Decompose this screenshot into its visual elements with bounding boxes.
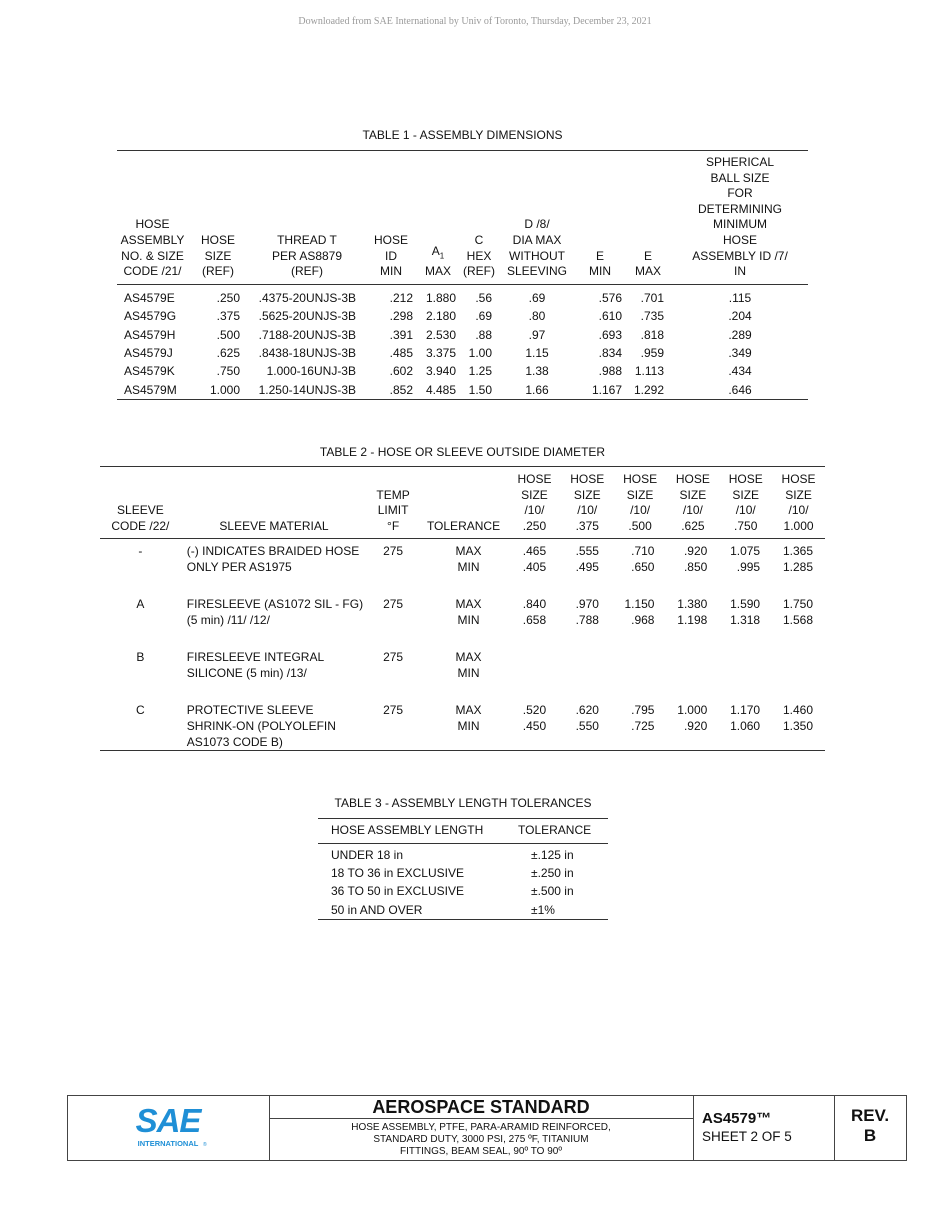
- t1-cell: .56: [475, 290, 492, 305]
- hose-size-value-cell: .450: [522, 719, 547, 734]
- t1-cell: AS4579E: [124, 290, 175, 305]
- hose-size-value-cell: 1.170: [730, 703, 761, 718]
- hose-size-value-cell: 1.318: [730, 613, 761, 628]
- t1-cell: 1.50: [468, 382, 492, 397]
- hose-size-value-cell: .968: [631, 613, 655, 628]
- table-row: [100, 596, 825, 612]
- sheet-number: SHEET 2 OF 5: [702, 1129, 792, 1144]
- hose-size-value-cell: .550: [575, 719, 599, 734]
- hose-size-value-cell: [719, 665, 772, 681]
- table-row: [100, 559, 825, 575]
- t3-header-length: HOSE ASSEMBLY LENGTH: [318, 819, 504, 844]
- t1-cell: .5625-20UNJS-3B: [258, 309, 356, 324]
- t1-cell: 1.167: [591, 382, 622, 397]
- hose-size-value-cell: .555: [575, 544, 599, 559]
- hose-size-value-cell: 1.198: [677, 613, 708, 628]
- hose-size-value-cell: 1.000: [677, 703, 708, 718]
- hose-size-value-cell: .465: [522, 544, 547, 559]
- t1-header-thread: THREAD T PER AS8879 (REF): [248, 151, 366, 285]
- hose-size-value-cell: [561, 665, 614, 681]
- hose-size-value-cell: .725: [631, 719, 655, 734]
- table3-caption: TABLE 3 - ASSEMBLY LENGTH TOLERANCES: [334, 796, 592, 810]
- t1-cell: 1.292: [633, 382, 664, 397]
- table-row: [100, 539, 825, 560]
- t1-cell: 1.113: [634, 364, 664, 379]
- t1-cell: AS4579G: [124, 309, 177, 324]
- hose-size-value-cell: .710: [631, 544, 655, 559]
- group-spacer: [100, 628, 825, 649]
- t1-cell: .375: [216, 309, 240, 324]
- table1-caption: TABLE 1 - ASSEMBLY DIMENSIONS: [362, 128, 563, 142]
- t1-cell: .250: [216, 290, 240, 305]
- t1-cell: 1.66: [525, 382, 549, 397]
- hose-size-value-cell: .620: [575, 703, 599, 718]
- table-row: [117, 362, 808, 380]
- t1-cell: .959: [640, 345, 664, 360]
- hose-size-value-cell: [614, 649, 667, 665]
- t1-cell: .97: [528, 327, 546, 342]
- t1-cell: .349: [728, 345, 752, 360]
- hose-size-value-cell: .788: [575, 613, 599, 628]
- logo-cell: [68, 1096, 270, 1160]
- t1-header-e-min: E MIN: [576, 151, 624, 285]
- t1-cell: .298: [389, 309, 413, 324]
- t2-header-hose-size-1000: HOSE SIZE /10/ 1.000: [772, 467, 825, 539]
- sae-logo-subtext: INTERNATIONAL: [137, 1139, 199, 1148]
- t1-cell: .7188-20UNJS-3B: [258, 327, 356, 342]
- table-row: [100, 665, 825, 681]
- hose-size-value-cell: [561, 734, 614, 751]
- t1-cell: AS4579J: [124, 345, 173, 360]
- temp-limit-cell: 275: [383, 703, 404, 718]
- hose-size-value-cell: .970: [575, 597, 599, 612]
- t1-cell: .289: [728, 327, 752, 342]
- t1-cell: 3.940: [425, 364, 456, 379]
- sleeve-material-cell: PROTECTIVE SLEEVE: [186, 703, 314, 718]
- t1-cell: 1.25: [468, 364, 492, 379]
- sleeve-code-cell: C: [136, 703, 145, 718]
- hose-size-value-cell: .405: [522, 560, 547, 575]
- hose-size-value-cell: .795: [631, 703, 655, 718]
- t3-header-tolerance: TOLERANCE: [504, 819, 608, 844]
- length-cell: UNDER 18 in: [331, 847, 404, 862]
- table-row: [318, 864, 608, 882]
- hose-size-value-cell: .920: [683, 719, 708, 734]
- table-row: [117, 307, 808, 325]
- t1-header-hose-size: HOSE SIZE (REF): [188, 151, 248, 285]
- hose-size-value-cell: 1.365: [782, 544, 813, 559]
- hose-size-value-cell: [772, 734, 825, 751]
- sleeve-material-cell: AS1073 CODE B): [186, 735, 283, 750]
- sleeve-code-cell: B: [136, 650, 145, 665]
- hose-size-value-cell: [719, 649, 772, 665]
- temp-limit-cell: [367, 665, 419, 681]
- tolerance-cell: MIN: [457, 560, 480, 575]
- t1-cell: 2.530: [425, 327, 456, 342]
- hose-size-value-cell: [772, 665, 825, 681]
- table-row: [100, 718, 825, 734]
- standard-description: HOSE ASSEMBLY, PTFE, PARA-ARAMID REINFORCED, STANDARD DUTY, 3000 PSI, 275 ºF, TITANIUM FITTINGS, BEAM SEAL, 90º TO 90º: [351, 1122, 611, 1157]
- hose-size-value-cell: 1.285: [782, 560, 813, 575]
- t1-cell: .988: [598, 364, 622, 379]
- temp-limit-cell: [367, 718, 419, 734]
- t1-cell: .69: [475, 309, 492, 324]
- hose-size-value-cell: [719, 734, 772, 751]
- t1-cell: 1.00: [468, 345, 492, 360]
- hose-size-value-cell: 1.568: [782, 613, 813, 628]
- sleeve-material-cell: FIRESLEEVE (AS1072 SIL - FG): [186, 597, 364, 612]
- hose-size-value-cell: 1.060: [730, 719, 761, 734]
- table-row: [318, 901, 608, 920]
- table-row: [100, 612, 825, 628]
- t1-cell: AS4579K: [124, 364, 175, 379]
- t1-header-c-hex: C HEX (REF): [460, 151, 498, 285]
- t1-cell: .750: [216, 364, 240, 379]
- t1-cell: 1.000: [209, 382, 240, 397]
- sleeve-material-cell: (5 min) /11/ /12/: [186, 613, 270, 628]
- t1-cell: .69: [528, 290, 546, 305]
- t1-cell: .4375-20UNJS-3B: [258, 290, 356, 305]
- t1-cell: AS4579H: [124, 327, 176, 342]
- hose-size-value-cell: .840: [522, 597, 547, 612]
- t1-cell: AS4579M: [124, 382, 177, 397]
- hose-size-value-cell: .920: [683, 544, 708, 559]
- t1-cell: 1.250-14UNJS-3B: [258, 382, 356, 397]
- sae-logo-mark: SAE: [135, 1102, 201, 1139]
- tolerance-cell: ±.250 in: [531, 866, 574, 880]
- t1-cell: .576: [598, 290, 622, 305]
- table-row: [117, 284, 808, 307]
- t1-cell: .602: [389, 364, 413, 379]
- document-number-cell: [693, 1096, 835, 1160]
- t2-header-hose-size-750: HOSE SIZE /10/ .750: [719, 467, 772, 539]
- t1-cell: 1.38: [525, 364, 549, 379]
- t1-cell: .834: [598, 345, 622, 360]
- t1-cell: 1.15: [525, 345, 549, 360]
- t1-header-hose-id: HOSE ID MIN: [366, 151, 416, 285]
- title-block: [67, 1095, 907, 1161]
- table-row: [117, 381, 808, 400]
- download-watermark: Downloaded from SAE International by Univ of Toronto, Thursday, December 23, 2021: [298, 16, 652, 27]
- sae-international-logo: [68, 1096, 269, 1160]
- tolerance-cell: [419, 734, 508, 751]
- revision-value: B: [863, 1126, 877, 1145]
- t1-cell: .88: [475, 327, 492, 342]
- hose-size-value-cell: .995: [736, 560, 761, 575]
- registered-mark: ®: [203, 1142, 207, 1148]
- tolerance-cell: ±.125 in: [531, 847, 574, 862]
- temp-limit-cell: 275: [383, 597, 404, 612]
- sleeve-outside-diameter-table: [100, 466, 825, 751]
- hose-size-value-cell: 1.150: [624, 597, 655, 612]
- hose-size-value-cell: 1.590: [730, 597, 761, 612]
- t1-cell: .204: [728, 309, 752, 324]
- tolerance-cell: ±1%: [531, 902, 555, 917]
- t1-cell: .500: [216, 327, 240, 342]
- sleeve-code-cell: A: [136, 597, 145, 612]
- t1-header-spherical-ball: SPHERICAL BALL SIZE FOR DETERMINING MINIMUM HOSE ASSEMBLY ID /7/ IN: [672, 151, 808, 285]
- hose-size-value-cell: .650: [631, 560, 655, 575]
- hose-size-value-cell: .850: [683, 560, 708, 575]
- sleeve-material-cell: SILICONE (5 min) /13/: [186, 666, 307, 681]
- spacer-cell: [100, 628, 825, 649]
- standard-cell: [269, 1096, 694, 1160]
- temp-limit-cell: [367, 559, 419, 575]
- t1-cell: 2.180: [425, 309, 456, 324]
- tolerance-cell: MAX: [455, 597, 482, 612]
- sleeve-code-cell: [100, 559, 181, 575]
- hose-size-value-cell: .520: [522, 703, 547, 718]
- hose-size-value-cell: [508, 649, 561, 665]
- tolerance-cell: MIN: [457, 719, 480, 734]
- length-cell: 50 in AND OVER: [331, 902, 423, 917]
- table-row: [100, 649, 825, 665]
- t1-cell: .693: [598, 327, 622, 342]
- hose-size-value-cell: [666, 665, 719, 681]
- hose-size-value-cell: 1.380: [677, 597, 708, 612]
- hose-size-value-cell: 1.350: [782, 719, 813, 734]
- t1-cell: .485: [389, 345, 413, 360]
- hose-size-value-cell: 1.750: [782, 597, 813, 612]
- table-row: [100, 702, 825, 718]
- sleeve-code-cell: -: [138, 544, 143, 559]
- tolerance-cell: MIN: [457, 666, 480, 681]
- t1-cell: .434: [728, 364, 752, 379]
- table2-caption: TABLE 2 - HOSE OR SLEEVE OUTSIDE DIAMETER: [319, 445, 606, 459]
- t1-cell: 4.485: [425, 382, 456, 397]
- tolerance-cell: ±.500 in: [531, 884, 574, 899]
- t1-header-e-max: E MAX: [624, 151, 672, 285]
- tolerance-cell: MAX: [455, 703, 482, 718]
- t1-cell: .212: [389, 290, 413, 305]
- t2-header-sleeve-material: SLEEVE MATERIAL: [181, 467, 367, 539]
- t1-cell: 1.000-16UNJ-3B: [266, 364, 356, 379]
- table-row: [117, 326, 808, 344]
- sleeve-code-cell: [100, 665, 181, 681]
- t1-cell: 3.375: [425, 345, 456, 360]
- assembly-length-tolerances-table: [318, 818, 608, 920]
- group-spacer: [100, 575, 825, 596]
- standard-title: AEROSPACE STANDARD: [269, 1096, 693, 1119]
- assembly-dimensions-table: [117, 150, 808, 400]
- tolerance-cell: MIN: [457, 613, 480, 628]
- t2-header-hose-size-625: HOSE SIZE /10/ .625: [666, 467, 719, 539]
- t1-cell: .610: [598, 309, 622, 324]
- t1-header-a1-max: $A_1$ MAX: [416, 151, 460, 285]
- t2-header-hose-size-375: HOSE SIZE /10/ .375: [561, 467, 614, 539]
- tolerance-cell: MAX: [455, 544, 482, 559]
- t1-cell: 1.880: [425, 290, 456, 305]
- sleeve-material-cell: SHRINK-ON (POLYOLEFIN: [186, 719, 336, 734]
- group-spacer: [100, 681, 825, 702]
- sleeve-code-cell: [100, 734, 181, 751]
- hose-size-value-cell: .658: [522, 613, 547, 628]
- t1-header-d-dia: D /8/ DIA MAX WITHOUT SLEEVING: [498, 151, 576, 285]
- t1-cell: .701: [640, 290, 664, 305]
- temp-limit-cell: 275: [383, 650, 404, 665]
- revision-cell: [834, 1096, 906, 1160]
- t1-cell: .115: [728, 290, 752, 305]
- hose-size-value-cell: [561, 649, 614, 665]
- hose-size-value-cell: 1.075: [730, 544, 761, 559]
- t1-cell: .852: [389, 382, 413, 397]
- table-row: [318, 843, 608, 864]
- t1-header-assembly-no: HOSE ASSEMBLY NO. & SIZE CODE /21/: [117, 151, 188, 285]
- sleeve-code-cell: [100, 612, 181, 628]
- sleeve-material-cell: FIRESLEEVE INTEGRAL: [186, 650, 325, 665]
- hose-size-value-cell: [508, 665, 561, 681]
- t2-header-tolerance: TOLERANCE: [419, 467, 508, 539]
- revision-label: REV.: [850, 1106, 890, 1125]
- sleeve-material-cell: ONLY PER AS1975: [186, 560, 292, 575]
- hose-size-value-cell: .495: [575, 560, 599, 575]
- t1-cell: .8438-18UNJS-3B: [258, 345, 356, 360]
- table-row: [318, 882, 608, 900]
- t2-header-sleeve-code: SLEEVE CODE /22/: [100, 467, 181, 539]
- t1-cell: .391: [389, 327, 413, 342]
- hose-size-value-cell: [772, 649, 825, 665]
- tolerance-cell: MAX: [455, 650, 482, 665]
- table-row: [117, 344, 808, 362]
- hose-size-value-cell: [614, 665, 667, 681]
- hose-size-value-cell: [666, 734, 719, 751]
- table-row: [100, 734, 825, 751]
- document-number: AS4579™: [702, 1110, 772, 1127]
- sleeve-material-cell: (-) INDICATES BRAIDED HOSE: [186, 544, 360, 559]
- t2-header-hose-size-500: HOSE SIZE /10/ .500: [614, 467, 667, 539]
- sleeve-code-cell: [100, 718, 181, 734]
- length-cell: 36 TO 50 in EXCLUSIVE: [331, 884, 464, 899]
- t1-cell: .818: [640, 327, 664, 342]
- hose-size-value-cell: [614, 734, 667, 751]
- hose-size-value-cell: 1.460: [782, 703, 813, 718]
- t2-header-temp-limit: TEMP LIMIT °F: [367, 467, 419, 539]
- spacer-cell: [100, 575, 825, 596]
- t2-header-hose-size-250: HOSE SIZE /10/ .250: [508, 467, 561, 539]
- spacer-cell: [100, 681, 825, 702]
- t1-cell: .625: [216, 345, 240, 360]
- hose-size-value-cell: [508, 734, 561, 751]
- t1-cell: .646: [728, 382, 752, 397]
- temp-limit-cell: 275: [383, 544, 404, 559]
- t1-cell: .735: [640, 309, 664, 324]
- length-cell: 18 TO 36 in EXCLUSIVE: [331, 866, 464, 880]
- hose-size-value-cell: [666, 649, 719, 665]
- t1-cell: .80: [528, 309, 546, 324]
- temp-limit-cell: [367, 734, 419, 751]
- temp-limit-cell: [367, 612, 419, 628]
